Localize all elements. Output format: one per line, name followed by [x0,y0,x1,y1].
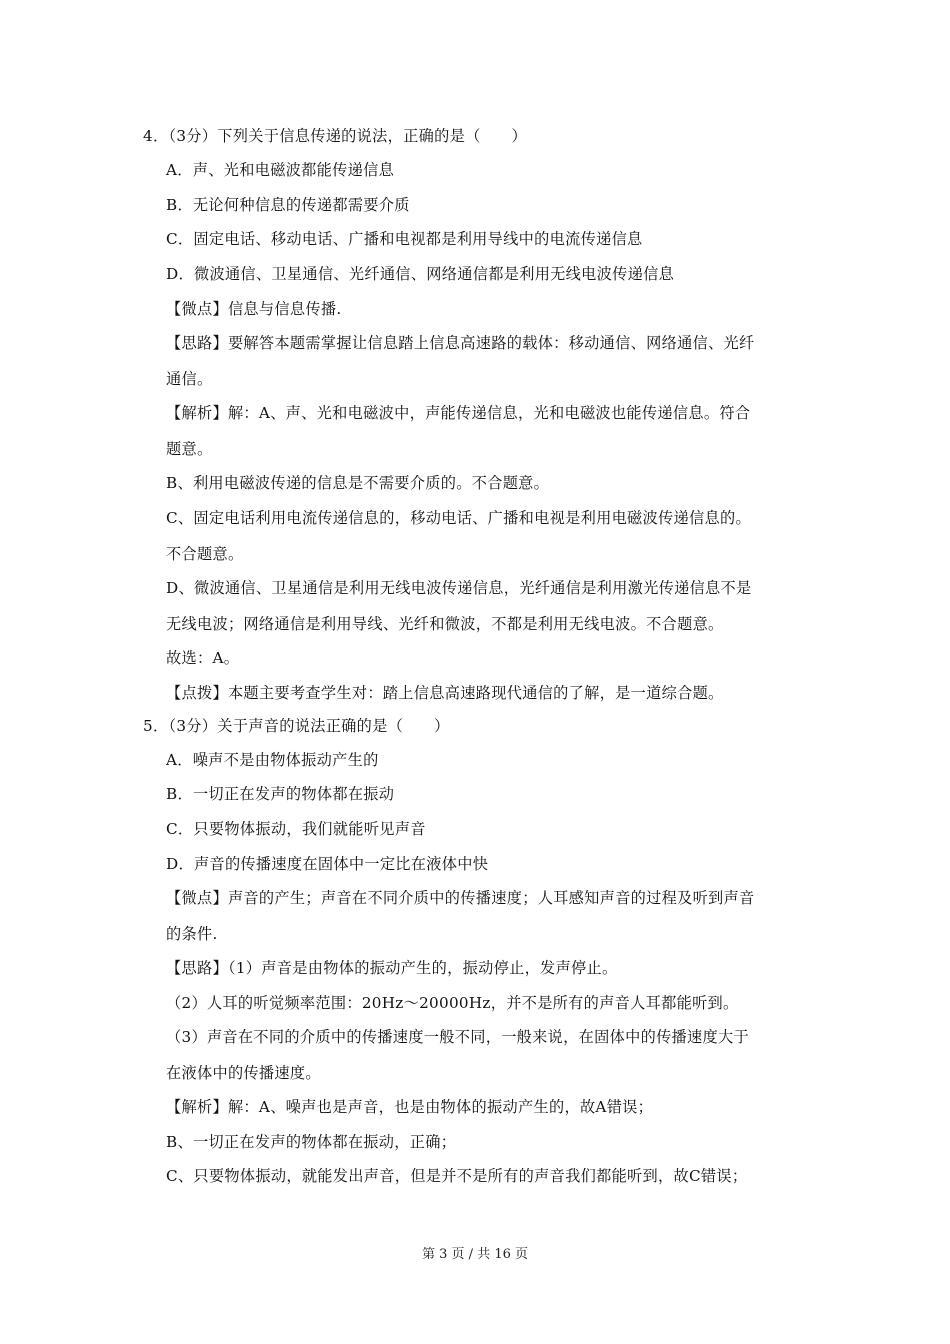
question-4-option-a: A．声、光和电磁波都能传递信息 [166,161,395,179]
question-4-kaodian: 【微点】信息与信息传播. [166,300,342,318]
question-4-jiexi-line: B、利用电磁波传递的信息是不需要介质的。不合题意。 [166,474,550,492]
question-5-option-b: B．一切正在发声的物体都在振动 [166,785,395,803]
question-4-jiexi-line: 无线电波；网络通信是利用导线、光纤和微波，不都是利用无线电波。不合题意。 [166,615,724,633]
question-5-kaodian-line: 【微点】声音的产生；声音在不同介质中的传播速度；人耳感知声音的过程及听到声音 [166,889,755,907]
question-4-dianbo: 【点拨】本题主要考查学生对：踏上信息高速路现代通信的了解，是一道综合题。 [166,684,724,702]
question-4-jiexi-line: 【解析】解：A、声、光和电磁波中，声能传递信息，光和电磁波也能传递信息。符合 [166,404,751,422]
question-4-option-c: C．固定电话、移动电话、广播和电视都是利用导线中的电流传递信息 [166,230,643,248]
question-4-jiexi-line: D、微波通信、卫星通信是利用无线电波传递信息，光纤通信是利用激光传递信息不是 [166,579,752,597]
question-4-option-b: B．无论何种信息的传递都需要介质 [166,196,410,214]
question-5-jiexi-line: B、一切正在发声的物体都在振动，正确； [166,1133,457,1151]
question-4-jiexi-line: 题意。 [166,440,213,458]
question-4-answer: 故选：A。 [166,649,240,667]
question-5-option-d: D．声音的传播速度在固体中一定比在液体中快 [166,855,489,873]
question-5-kaodian-line: 的条件. [166,925,218,943]
question-5-stem: 5．（3分）关于声音的说法正确的是（ ） [143,717,450,735]
question-5-option-a: A．噪声不是由物体振动产生的 [166,751,379,769]
question-5-silu-line: （3）声音在不同的介质中的传播速度一般不同，一般来说，在固体中的传播速度大于 [166,1028,749,1046]
question-5-option-c: C．只要物体振动，我们就能听见声音 [166,820,426,838]
question-5-jiexi-line: 【解析】解：A、噪声也是声音，也是由物体的振动产生的，故A错误； [166,1098,654,1116]
question-4-option-d: D．微波通信、卫星通信、光纤通信、网络通信都是利用无线电波传递信息 [166,265,675,283]
page-footer: 第 3 页 / 共 16 页 [422,1247,528,1262]
question-4-silu-line: 【思路】要解答本题需掌握让信息踏上信息高速路的载体：移动通信、网络通信、光纤 [166,334,755,352]
question-4-jiexi-line: 不合题意。 [166,545,244,563]
question-4-jiexi-line: C、固定电话利用电流传递信息的，移动电话、广播和电视是利用电磁波传递信息的。 [166,509,751,527]
question-5-jiexi-line: C、只要物体振动，就能发出声音，但是并不是所有的声音我们都能听到，故C错误； [166,1167,748,1185]
question-5-silu-line: （2）人耳的听觉频率范围：20Hz～20000Hz，并不是所有的声音人耳都能听到。 [166,994,739,1012]
question-5-silu-line: 在液体中的传播速度。 [166,1064,321,1082]
question-4-silu-line: 通信。 [166,370,213,388]
question-5-silu-line: 【思路】（1）声音是由物体的振动产生的，振动停止，发声停止。 [166,959,618,977]
question-4-stem: 4．（3分）下列关于信息传递的说法，正确的是（ ） [143,127,528,145]
